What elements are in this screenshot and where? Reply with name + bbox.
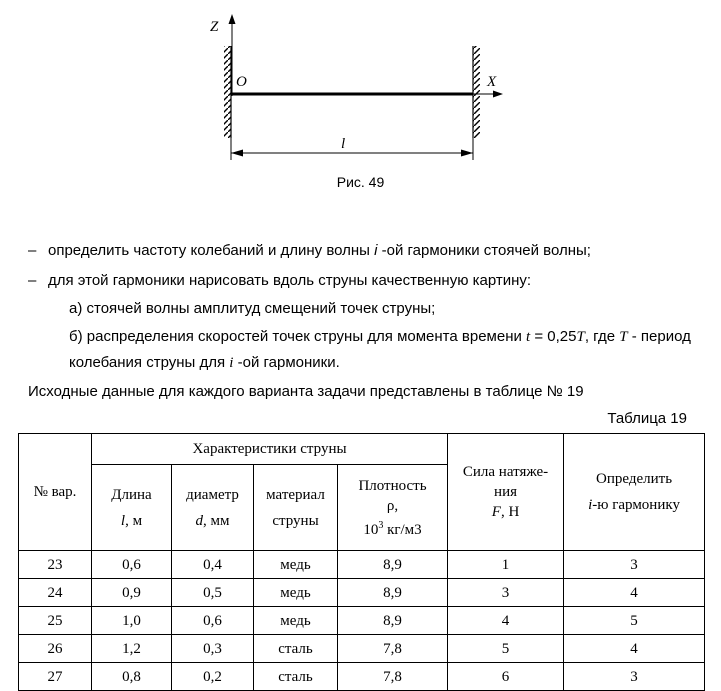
header-variant: № вар. — [19, 434, 92, 551]
cell-material: медь — [254, 607, 338, 635]
header-diameter: диаметр d, мм — [172, 465, 254, 551]
cell-variant: 26 — [19, 635, 92, 663]
length-label: l — [341, 136, 346, 152]
right-wall-hatch — [473, 46, 480, 138]
dim-arrow-left — [231, 150, 243, 157]
bullet-1: – определить частоту колебаний и длину волны i -ой гармоники стоячей волны; — [28, 242, 591, 259]
table-row — [19, 551, 705, 579]
cell-length: 1,2 — [92, 635, 172, 663]
cell-variant: 27 — [19, 663, 92, 691]
header-material: материал струны — [254, 465, 338, 551]
header-density: Плотность ρ, $10^3$ кг/м3 — [338, 465, 448, 551]
table-row — [19, 635, 705, 663]
dim-arrow-right — [461, 150, 473, 157]
cell-harmonic: 4 — [564, 635, 705, 663]
bullet-dash: – — [28, 272, 37, 289]
header-row-1 — [19, 434, 705, 465]
cell-harmonic: 3 — [564, 551, 705, 579]
header-group: Характеристики струны — [92, 434, 448, 465]
header-length: Длина l, м — [92, 465, 172, 551]
table-row — [19, 579, 705, 607]
cell-diameter: 0,2 — [172, 663, 254, 691]
cell-force: 3 — [448, 579, 564, 607]
cell-force: 5 — [448, 635, 564, 663]
cell-harmonic: 4 — [564, 579, 705, 607]
string-diagram — [0, 0, 721, 200]
cell-variant: 25 — [19, 607, 92, 635]
cell-material: сталь — [254, 635, 338, 663]
bullet-dash: – — [28, 242, 37, 259]
cell-diameter: 0,6 — [172, 607, 254, 635]
x-axis-arrow — [493, 91, 503, 98]
cell-density: 8,9 — [338, 579, 448, 607]
item-a: а) стоячей волны амплитуд смещений точек струны; — [69, 300, 436, 317]
bullet-2: – для этой гармоники нарисовать вдоль струны качественную картину: — [28, 272, 532, 289]
cell-length: 1,0 — [92, 607, 172, 635]
string-figure — [0, 0, 721, 200]
cell-force: 6 — [448, 663, 564, 691]
cell-harmonic: 3 — [564, 663, 705, 691]
cell-force: 4 — [448, 607, 564, 635]
cell-density: 8,9 — [338, 607, 448, 635]
cell-harmonic: 5 — [564, 607, 705, 635]
cell-force: 1 — [448, 551, 564, 579]
item-b-continued: колебания струны для i -ой гармоники. — [69, 354, 340, 371]
cell-length: 0,8 — [92, 663, 172, 691]
axis-z-label: Z — [210, 19, 219, 35]
left-wall-hatch — [224, 46, 231, 138]
header-harmonic: Определить i-ю гармонику — [564, 434, 705, 551]
cell-material: медь — [254, 551, 338, 579]
table-row — [19, 663, 705, 691]
cell-diameter: 0,3 — [172, 635, 254, 663]
cell-material: сталь — [254, 663, 338, 691]
cell-density: 7,8 — [338, 635, 448, 663]
figure-caption: Рис. 49 — [336, 174, 385, 190]
cell-density: 7,8 — [338, 663, 448, 691]
cell-length: 0,9 — [92, 579, 172, 607]
cell-length: 0,6 — [92, 551, 172, 579]
cell-variant: 24 — [19, 579, 92, 607]
cell-material: медь — [254, 579, 338, 607]
data-table — [18, 433, 705, 691]
cell-density: 8,9 — [338, 551, 448, 579]
header-tension: Сила натяже- ния F, Н — [448, 434, 564, 551]
cell-diameter: 0,5 — [172, 579, 254, 607]
table-title: Таблица 19 — [607, 410, 687, 427]
item-b: б) распределения скоростей точек струны для момента времени t = 0,25T, где T - период — [69, 328, 691, 345]
origin-label: O — [236, 74, 247, 90]
table-row — [19, 607, 705, 635]
cell-variant: 23 — [19, 551, 92, 579]
axis-x-label: X — [487, 74, 497, 90]
intro-text: Исходные данные для каждого варианта задачи представлены в таблице № 19 — [28, 383, 584, 400]
cell-diameter: 0,4 — [172, 551, 254, 579]
z-axis-arrow — [229, 14, 236, 24]
